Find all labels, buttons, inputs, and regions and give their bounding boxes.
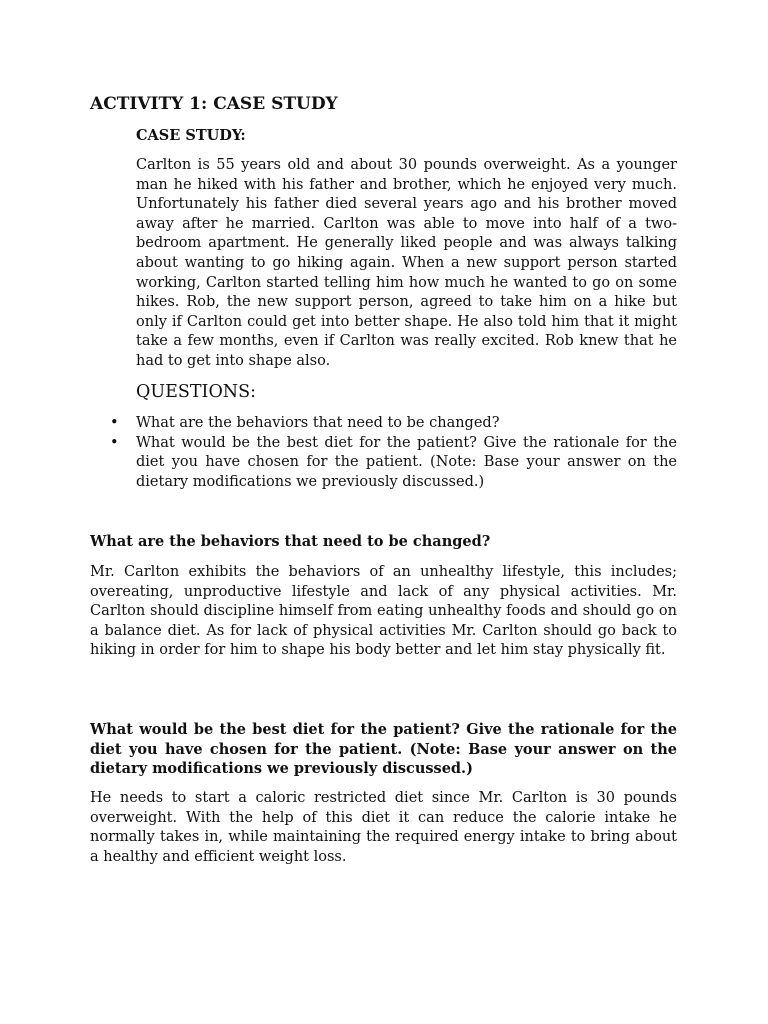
case-study-heading: CASE STUDY: [136,127,246,144]
bullet-icon: • [110,434,119,451]
case-study-body: Carlton is 55 years old and about 30 pounds overweight. As a younger man he hiked with his father and brother, which he enjoyed very much. Unfortunately his father died several years ago and his brother moved away after he married. Carlton was able to move into half of a two-bedroom apartment. He generally liked people and was always talking about wanting to go hiking again. When a new support person started working, Carlton started telling him how much he wanted to go on some hikes. Rob, the new support person, agreed to take him on a hike but only if Carlton could get into better shape. He also told him that it might take a few months, even if Carlton was really excited. Rob knew that he had to get into shape also. [136,157,677,369]
document-title: ACTIVITY 1: CASE STUDY [90,94,338,114]
question-text: What are the behaviors that need to be changed? [136,415,500,431]
answer-body-diet: He needs to start a caloric restricted diet since Mr. Carlton is 30 pounds overweight. With the help of this diet it can reduce the calorie intake he normally takes in, while maintaining the required energy intake to bring about a healthy and efficient weight loss. [90,790,677,865]
questions-list [110,414,677,492]
question-item-diet [110,434,677,493]
answer-heading-behaviors: What are the behaviors that need to be changed? [90,533,491,550]
question-text: What would be the best diet for the patient? Give the rationale for the diet you have chosen for the patient. (Note: Base your answer on the dietary modifications we previously discussed.) [136,434,677,490]
answer-heading-diet: What would be the best diet for the patient? Give the rationale for the diet you have chosen for the patient. (Note: Base your answer on the dietary modifications we previously discussed.) [90,721,677,778]
question-item-behaviors [110,414,677,434]
questions-heading: QUESTIONS: [136,382,256,402]
bullet-icon: • [110,415,119,431]
answer-body-behaviors: Mr. Carlton exhibits the behaviors of an unhealthy lifestyle, this includes; overeating, unproductive lifestyle and lack of any physical activities. Mr. Carlton should discipline himself from eating unhealthy foods and should go on a balance diet. As for lack of physical activities Mr. Carlton should go back to hiking in order for him to shape his body better and let him stay physically fit. [90,564,677,659]
